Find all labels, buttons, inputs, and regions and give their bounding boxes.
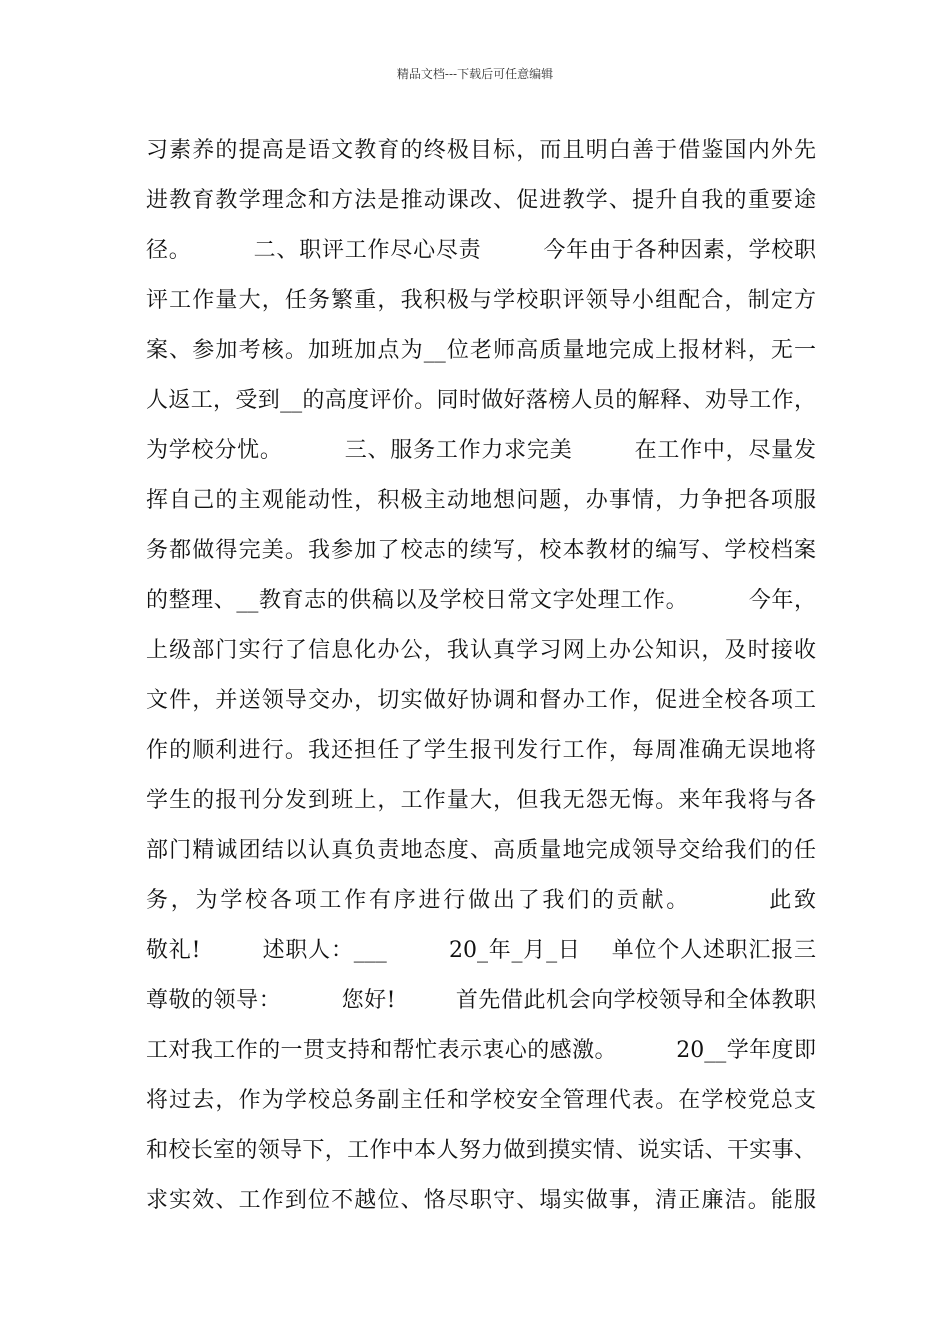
text-line: 务，为学校各项工作有序进行做出了我们的贡献。 此致 bbox=[146, 888, 816, 913]
text-line: 上级部门实行了信息化办公，我认真学习网上办公知识，及时接收 bbox=[146, 638, 816, 663]
text-line: 文件，并送领导交办，切实做好协调和督办工作，促进全校各项工 bbox=[146, 688, 816, 713]
text-line: 挥自己的主观能动性，积极主动地想问题，办事情，力争把各项服 bbox=[146, 488, 816, 513]
text-line: 敬礼! 述职人：___ 20_年_月_日 单位个人述职汇报三 bbox=[146, 938, 816, 963]
page-header: 精品文档---下载后可任意编辑 bbox=[396, 67, 554, 81]
text-line: 进教育教学理念和方法是推动课改、促进教学、提升自我的重要途 bbox=[146, 188, 816, 213]
text-line: 学生的报刊分发到班上，工作量大，但我无怨无悔。来年我将与各 bbox=[146, 788, 816, 813]
body-text bbox=[146, 132, 816, 1232]
text-line: 和校长室的领导下，工作中本人努力做到摸实情、说实话、干实事、 bbox=[146, 1138, 816, 1163]
text-line: 评工作量大，任务繁重，我积极与学校职评领导小组配合，制定方 bbox=[146, 288, 816, 313]
text-line: 习素养的提高是语文教育的终极目标，而且明白善于借鉴国内外先 bbox=[146, 138, 816, 163]
text-line: 人返工，受到__的高度评价。同时做好落榜人员的解释、劝导工作， bbox=[146, 388, 816, 413]
text-line: 工对我工作的一贯支持和帮忙表示衷心的感激。 20__学年度即 bbox=[146, 1038, 816, 1063]
text-line: 径。 二、职评工作尽心尽责 今年由于各种因素，学校职 bbox=[146, 238, 816, 263]
text-line: 部门精诚团结以认真负责地态度、高质量地完成领导交给我们的任 bbox=[146, 838, 816, 863]
text-line: 将过去，作为学校总务副主任和学校安全管理代表。在学校党总支 bbox=[146, 1088, 816, 1113]
text-line: 案、参加考核。加班加点为__位老师高质量地完成上报材料，无一 bbox=[146, 338, 816, 363]
text-line: 尊敬的领导： 您好! 首先借此机会向学校领导和全体教职 bbox=[146, 988, 816, 1013]
text-line: 的整理、__教育志的供稿以及学校日常文字处理工作。 今年， bbox=[146, 588, 816, 613]
text-line: 为学校分忧。 三、服务工作力求完美 在工作中，尽量发 bbox=[146, 438, 816, 463]
text-line: 求实效、工作到位不越位、恪尽职守、塌实做事，清正廉洁。能服 bbox=[146, 1188, 816, 1213]
text-line: 作的顺利进行。我还担任了学生报刊发行工作，每周准确无误地将 bbox=[146, 738, 816, 763]
text-line: 务都做得完美。我参加了校志的续写，校本教材的编写、学校档案 bbox=[146, 538, 816, 563]
